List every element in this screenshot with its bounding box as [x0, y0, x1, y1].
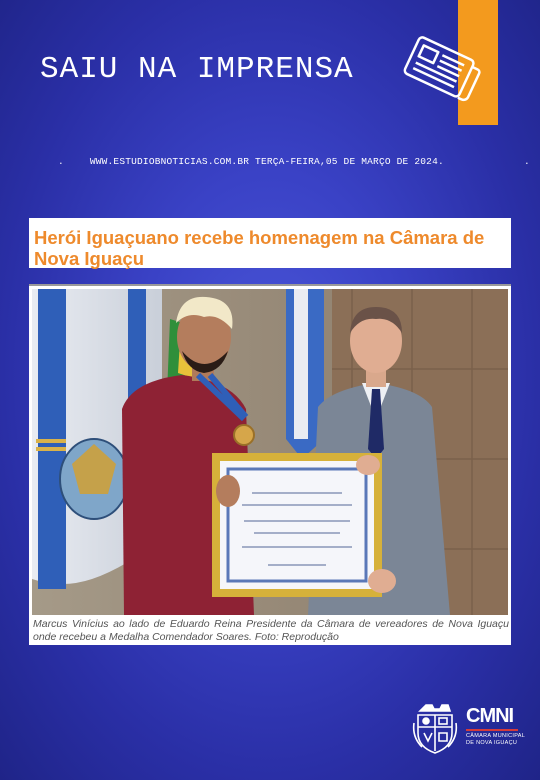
dateline-text: WWW.ESTUDIOBNOTICIAS.COM.BR TERÇA-FEIRA,05 DE MARÇO DE 2024. [89, 156, 444, 167]
cmni-sub-2: DE NOVA IGUAÇU [466, 740, 518, 746]
cmni-sub-1: CÂMARA MUNICIPAL [466, 733, 526, 739]
cmni-logo [466, 705, 536, 747]
award-photo [32, 289, 508, 615]
photo-caption: Marcus Vinícius ao lado de Eduardo Reina Presidente da Câmara de vereadores de Nova Iguaçu onde recebeu a Medalha Comendador Soares. Foto: Reprodução [33, 618, 509, 643]
article-headline: Herói Iguaçuano recebe homenagem na Câmara de Nova Iguaçu [29, 218, 511, 268]
footer-logos [412, 703, 532, 758]
city-crest-icon [412, 703, 458, 755]
newspaper-icon [396, 30, 486, 110]
dateline-dot-right: . [524, 156, 530, 167]
photo-card [29, 284, 511, 645]
dateline [58, 156, 538, 167]
cmni-logo-text: CMNI [466, 705, 514, 727]
section-title: SAIU NA IMPRENSA [40, 52, 354, 87]
dateline-dot-left: . [58, 156, 64, 167]
cmni-logo-divider [466, 729, 518, 731]
